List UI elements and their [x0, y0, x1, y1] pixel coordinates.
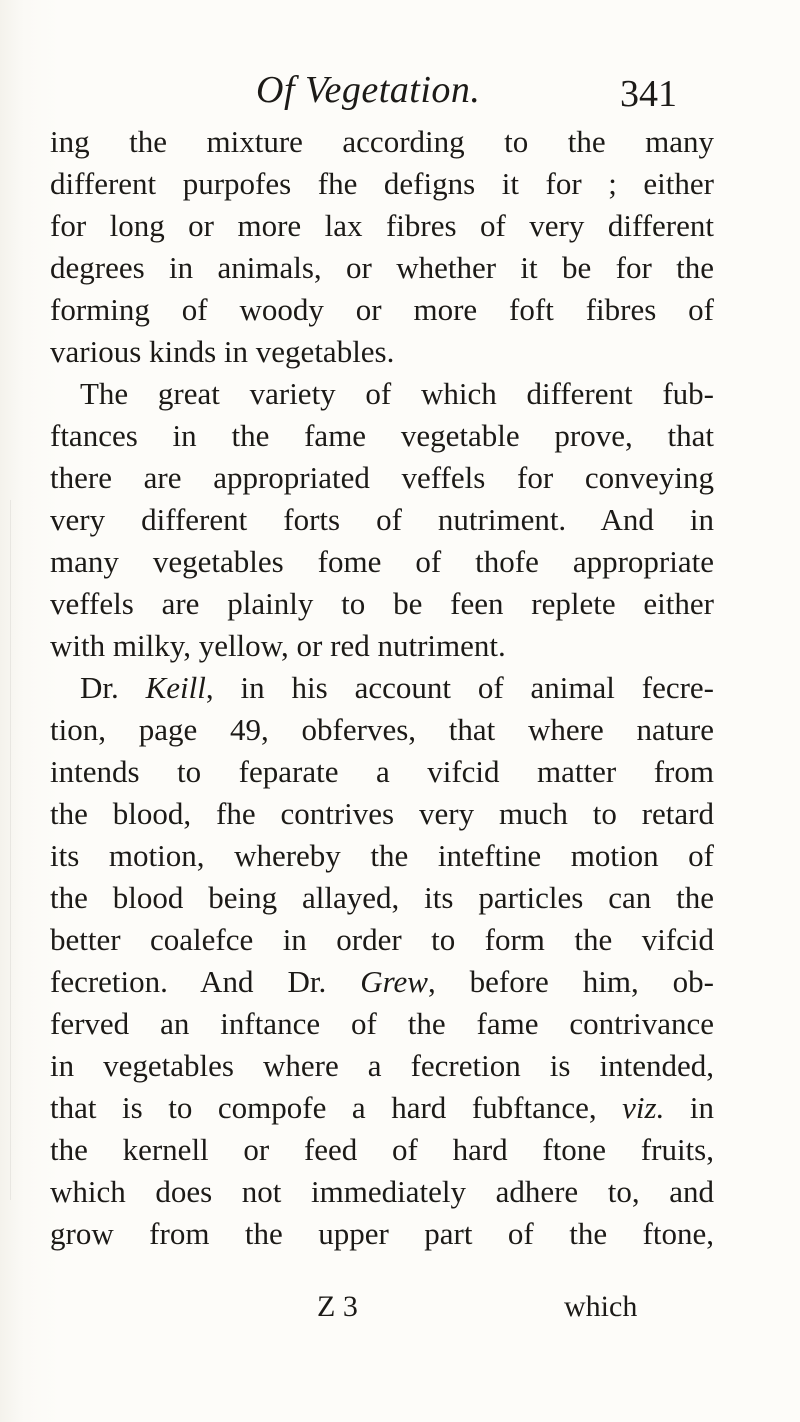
text-line: tion, page 49, obferves, that where nature — [50, 712, 714, 747]
text-line-viz: that is to compofe a hard fubftance, viz. in — [50, 1090, 714, 1125]
italic-term: viz. — [622, 1090, 665, 1125]
text-line-grew: fecretion. And Dr. Grew, before him, ob- — [50, 964, 715, 999]
text-line: The great variety of which different fub- — [80, 376, 714, 411]
text-line: which does not immediately adhere to, and — [50, 1174, 714, 1209]
text-line: in vegetables where a fecretion is intended, — [50, 1048, 714, 1083]
text-line: the kernell or feed of hard ftone fruits, — [50, 1132, 714, 1167]
text-line: ing the mixture according to the many — [50, 124, 714, 159]
page-fold-shadow — [10, 500, 11, 1200]
text-line: many vegetables fome of thofe appropriate — [50, 544, 714, 579]
text-line: intends to feparate a vifcid matter from — [50, 754, 714, 789]
text-line: forming of woody or more foft fibres of — [50, 292, 714, 327]
signature-mark: Z 3 — [317, 1290, 358, 1323]
text-line: different purpofes fhe defigns it for ; either — [50, 166, 714, 201]
text-line: various kinds in vegetables. — [50, 334, 395, 369]
running-title: Of Vegetation. — [256, 69, 481, 111]
text-line: grow from the upper part of the ftone, — [50, 1216, 714, 1251]
italic-term: Keill — [145, 670, 206, 705]
text-line: veffels are plainly to be feen replete either — [50, 586, 714, 621]
text-line: with milky, yellow, or red nutriment. — [50, 628, 506, 663]
italic-term: Grew — [360, 964, 428, 999]
page-number: 341 — [620, 73, 677, 115]
text-line: there are appropriated veffels for conveying — [50, 460, 714, 495]
text-line: very different forts of nutriment. And in — [50, 502, 714, 537]
text-line: better coalefce in order to form the vifcid — [50, 922, 714, 957]
catchword: which — [564, 1290, 638, 1323]
text-line: ferved an inftance of the fame contrivance — [50, 1006, 714, 1041]
text-line: the blood, fhe contrives very much to retard — [50, 796, 714, 831]
text-line-keill: Dr. Keill, in his account of animal fecre- — [80, 670, 715, 705]
text-line: for long or more lax fibres of very different — [50, 208, 714, 243]
text-line: degrees in animals, or whether it be for the — [50, 250, 714, 285]
text-line: the blood being allayed, its particles can the — [50, 880, 714, 915]
text-line: its motion, whereby the inteftine motion of — [50, 838, 714, 873]
page-header — [0, 62, 800, 122]
text-line: ftances in the fame vegetable prove, that — [50, 418, 714, 453]
